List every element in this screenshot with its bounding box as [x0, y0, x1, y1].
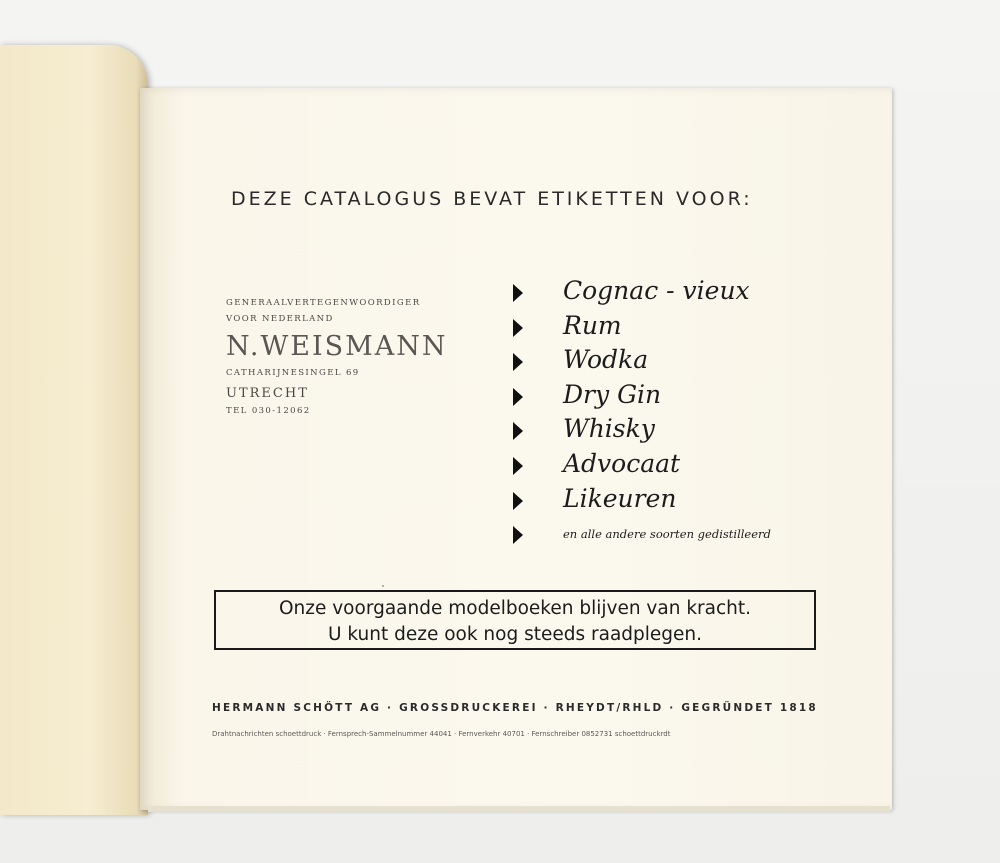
product-name: Whisky: [563, 414, 655, 444]
page-heading: DEZE CATALOGUS BEVAT ETIKETTEN VOOR:: [231, 188, 753, 210]
triangle-bullet-icon: [513, 319, 523, 337]
triangle-bullet-icon: [513, 422, 523, 440]
agent-phone: TEL 030-12062: [226, 406, 311, 416]
notice-box: [214, 590, 816, 650]
previous-page-edge: [0, 45, 148, 815]
triangle-bullet-icon: [513, 388, 523, 406]
product-name: Cognac - vieux: [563, 276, 750, 305]
product-name: Likeuren: [563, 483, 677, 513]
agent-street: CATHARIJNESINGEL 69: [226, 368, 360, 378]
product-name: Wodka: [563, 345, 649, 375]
page-bottom-edge: [148, 806, 890, 812]
notice-line-1: Onze voorgaande modelboeken blijven van kracht.: [278, 598, 752, 619]
agent-city: UTRECHT: [226, 386, 309, 401]
triangle-bullet-icon: [513, 284, 523, 302]
triangle-bullet-icon: [513, 353, 523, 371]
printer-imprint: HERMANN SCHÖTT AG · GROSSDRUCKEREI · RHEYDT/RHLD · GEGRÜNDET 1818: [212, 702, 818, 714]
notice-line-2: U kunt deze ook nog steeds raadplegen.: [327, 624, 703, 645]
triangle-bullet-icon: [513, 492, 523, 510]
agent-name: N.WEISMANN: [226, 331, 448, 362]
product-name: Advocaat: [563, 448, 681, 478]
printer-contacts: Drahtnachrichten schoettdruck · Fernsprech-Sammelnummer 44041 · Fernverkehr 40701 · Fernschreiber 0852731 schoettdruckrdt: [212, 730, 671, 738]
product-name: Rum: [563, 310, 622, 340]
triangle-bullet-icon: [513, 526, 523, 544]
agent-role-line-1: GENERAALVERTEGENWOORDIGER: [226, 298, 421, 308]
triangle-bullet-icon: [513, 457, 523, 475]
product-name: Dry Gin: [563, 379, 662, 409]
product-note: en alle andere soorten gedistilleerd: [563, 527, 771, 542]
agent-role-line-2: VOOR NEDERLAND: [226, 314, 334, 324]
print-speck: [382, 585, 384, 587]
